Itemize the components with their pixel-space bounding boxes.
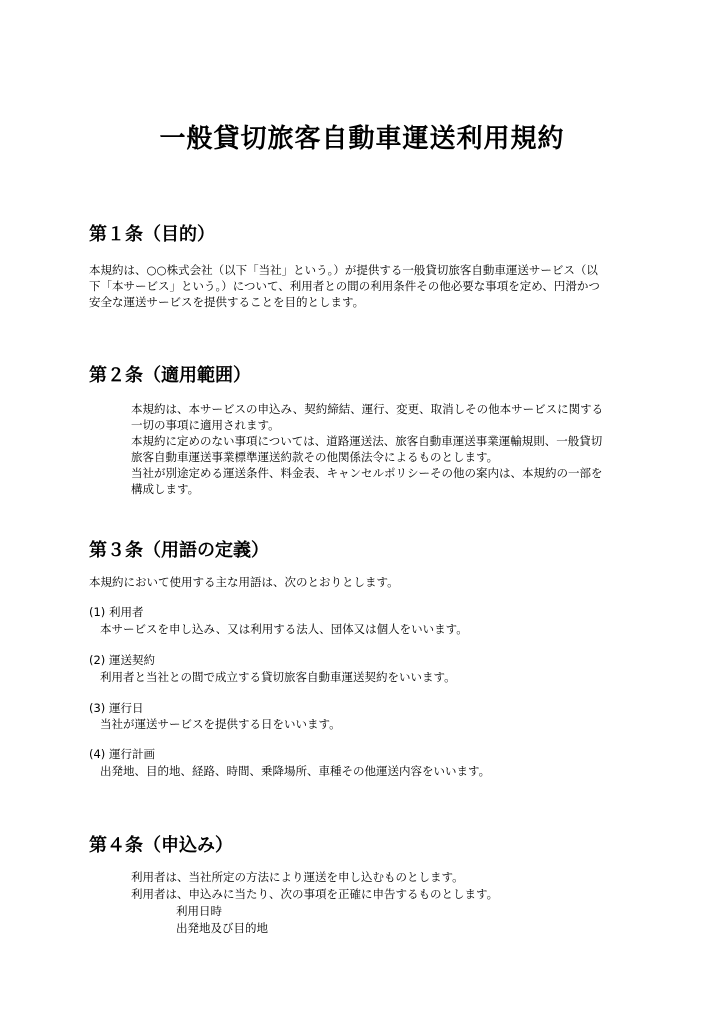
article-2-text-line: 当社が別途定める運送条件、料金表、キャンセルポリシーその他の案内は、本規約の一部を	[131, 466, 603, 480]
article-2-text-line: 本規約は、本サービスの申込み、契約締結、運行、変更、取消しその他本サービスに関する	[131, 402, 604, 416]
article-2-text-line: 構成します。	[131, 482, 200, 496]
article-2-text-line: 本規約に定めのない事項については、道路運送法、旅客自動車運送事業運輸規則、一般貸切	[131, 434, 603, 448]
term-label: (4) 運行計画	[89, 747, 155, 761]
article-2-heading: 第２条（適用範囲）	[89, 365, 251, 386]
term-label: (3) 運行日	[89, 701, 144, 715]
document-title: 一般貸切旅客自動車運送利用規約	[159, 124, 565, 154]
article-1-heading: 第１条（目的）	[89, 224, 215, 245]
article-4-text-line: 利用者は、当社所定の方法により運送を申し込むものとします。	[131, 870, 464, 884]
article-1-text-line: 下「本サービス」という。）について、利用者との間の利用条件その他必要な事項を定め、円滑かつ	[89, 279, 600, 293]
term-definition: 利用者と当社との間で成立する貸切旅客自動車運送契約をいいます。	[100, 670, 456, 684]
term-definition: 出発地、目的地、経路、時間、乗降場所、車種その他運送内容をいいます。	[100, 764, 491, 778]
article-1-text-line: 本規約は、○○株式会社（以下「当社」という。）が提供する一般貸切旅客自動車運送サービス（以	[89, 263, 598, 277]
term-definition: 本サービスを申し込み、又は利用する法人、団体又は個人をいいます。	[100, 622, 468, 636]
article-4-heading: 第４条（申込み）	[89, 835, 233, 856]
article-4-list-item: 出発地及び目的地	[176, 921, 268, 935]
term-label: (1) 利用者	[89, 605, 144, 619]
term-definition: 当社が運送サービスを提供する日をいいます。	[100, 717, 341, 731]
article-2-text-line: 旅客自動車運送事業標準運送約款その他関係法令によるものとします。	[131, 450, 499, 464]
article-3-intro: 本規約において使用する主な用語は、次のとおりとします。	[89, 575, 399, 589]
term-label: (2) 運送契約	[89, 653, 155, 667]
article-1-text-line: 安全な運送サービスを提供することを目的とします。	[89, 295, 365, 309]
article-2-text-line: 一切の事項に適用されます。	[131, 418, 280, 432]
article-3-heading: 第３条（用語の定義）	[89, 540, 269, 561]
article-4-list-item: 利用日時	[176, 904, 222, 918]
article-4-text-line: 利用者は、申込みに当たり、次の事項を正確に申告するものとします。	[131, 887, 499, 901]
